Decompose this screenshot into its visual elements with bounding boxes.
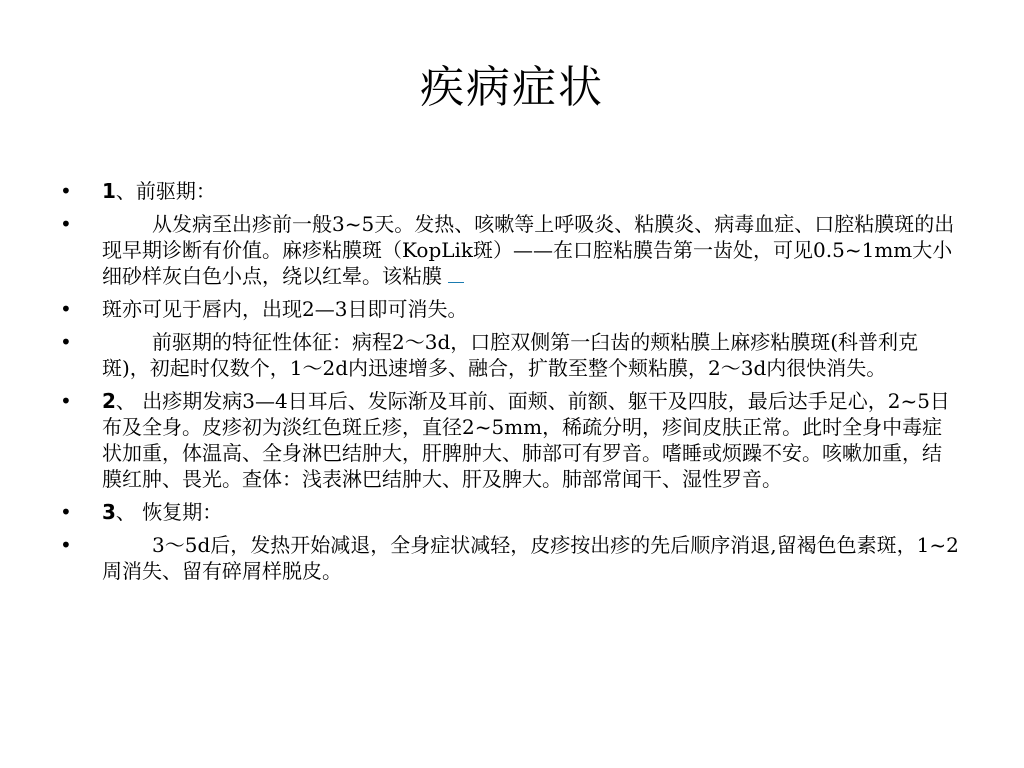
list-item-recovery-heading (60, 499, 960, 525)
item-text: 斑亦可见于唇内，出现2—3日即可消失。 (102, 297, 468, 321)
item-text: 从发病至出疹前一般3~5天。发热、咳嗽等上呼吸炎、粘膜炎、病毒血症、口腔粘膜斑的出现早期诊断有价值。麻疹粘膜斑（KopLik斑）——在口腔粘膜告第一齿处，可见0.5~1mm大小细砂样灰白色小点，绕以红晕。该粘膜 (102, 212, 955, 288)
slide-title: 疾病症状 (420, 62, 604, 113)
item-text: 、前驱期： (115, 179, 216, 203)
list-item-koplik-disappear (60, 296, 960, 322)
list-item-eruption-stage (60, 388, 960, 492)
item-text: 、 恢复期： (115, 500, 223, 524)
bullet-icon: • (60, 533, 72, 557)
bullet-icon: • (60, 179, 72, 203)
item-text: 3～5d后，发热开始减退，全身症状减轻，皮疹按出疹的先后顺序消退,留褐色色素斑，1~2周消失、留有碎屑样脱皮。 (102, 533, 959, 583)
bullet-icon: • (60, 212, 72, 236)
bullet-icon: • (60, 389, 72, 413)
list-item-prodrome-heading (60, 178, 960, 204)
item-number: 3 (102, 500, 116, 524)
item-number: 2 (102, 389, 116, 413)
hyperlink-placeholder[interactable] (448, 266, 464, 283)
list-item-prodrome-signs (60, 329, 960, 381)
item-number: 1 (102, 179, 116, 203)
bullet-icon: • (60, 297, 72, 321)
item-text: 、 出疹期发病3—4日耳后、发际渐及耳前、面颊、前额、躯干及四肢，最后达手足心，2~5日布及全身。皮疹初为淡红色斑丘疹，直径2~5mm，稀疏分明，疹间皮肤正常。此时全身中毒症状加重，体温高、全身淋巴结肿大，肝脾肿大、肺部可有罗音。嗜睡或烦躁不安。咳嗽加重，结膜红肿、畏光。查体：浅表淋巴结肿大、肝及脾大。肺部常闻干、湿性罗音。 (102, 389, 950, 491)
bullet-list (60, 178, 960, 591)
bullet-icon: • (60, 330, 72, 354)
list-item-recovery-description (60, 532, 960, 584)
item-text: 前驱期的特征性体征：病程2～3d，口腔双侧第一臼齿的颊粘膜上麻疹粘膜斑(科普利克斑)，初起时仅数个，1～2d内迅速增多、融合，扩散至整个颊粘膜，2～3d内很快消失。 (102, 330, 919, 380)
list-item-prodrome-description (60, 211, 960, 289)
bullet-icon: • (60, 500, 72, 524)
